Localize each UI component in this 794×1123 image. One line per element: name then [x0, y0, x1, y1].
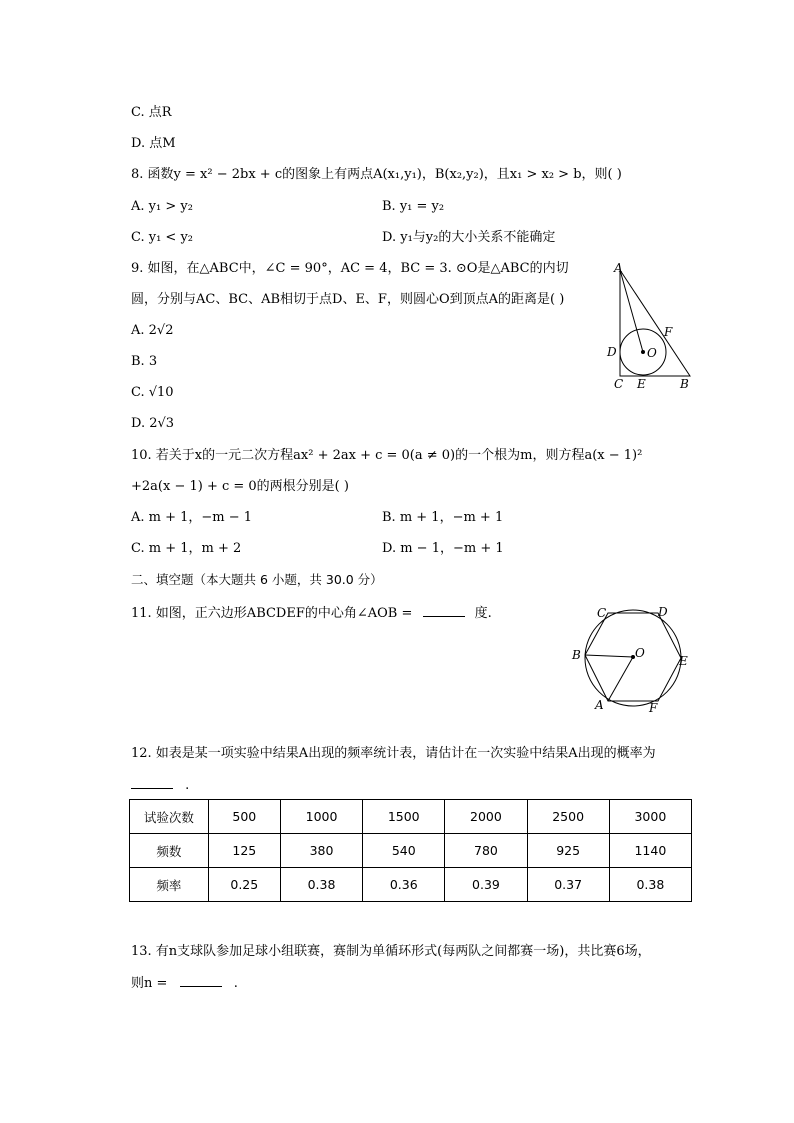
label-o: O: [635, 646, 645, 660]
table-row: [130, 834, 692, 868]
q10-stem-line1: 10. 若关于x的一元二次方程ax² + 2ax + c = 0(a ≠ 0)的一个根为m，则方程a(x − 1)²: [131, 448, 643, 463]
table-row: [130, 800, 692, 834]
label-d: D: [658, 605, 668, 619]
label-a: A: [595, 698, 604, 712]
table-cell: 380: [280, 834, 362, 868]
q11-stem-text: 11. 如图，正六边形ABCDEF的中心角∠AOB =: [131, 606, 413, 621]
q12-stem-end: .: [185, 778, 190, 793]
triangle-abc: [620, 270, 690, 376]
q9-triangle-figure: [600, 258, 700, 393]
radius-ob: [585, 655, 633, 657]
table-header-cell: 频率: [130, 868, 209, 902]
q13-stem-line2: [131, 974, 238, 993]
table-cell: 1000: [280, 800, 362, 834]
radius-oa: [608, 657, 633, 701]
label-e: E: [679, 654, 688, 668]
table-cell: 0.36: [363, 868, 445, 902]
table-cell: 0.38: [609, 868, 691, 902]
q9-option-b: B. 3: [131, 354, 158, 369]
q11-stem: [131, 604, 492, 623]
q7-option-d: D. 点M: [131, 136, 176, 151]
q9-option-a: A. 2√2: [131, 323, 174, 338]
q7-option-c: C. 点R: [131, 105, 172, 120]
q13-stem-end: .: [233, 976, 238, 991]
q10-stem-line2: +2a(x − 1) + c = 0的两根分别是( ): [131, 479, 349, 494]
table-cell: 2500: [527, 800, 609, 834]
q9-stem-line1: 9. 如图，在△ABC中，∠C = 90°，AC = 4，BC = 3. ⊙O是△ABC的内切: [131, 261, 569, 276]
q13-stem-text: 则n =: [131, 976, 168, 991]
section-heading: 二、填空题（本大题共 6 小题，共 30.0 分）: [131, 572, 383, 587]
answer-blank: [131, 776, 173, 789]
table-cell: 925: [527, 834, 609, 868]
q8-stem: 8. 函数y = x² − 2bx + c的图象上有两点A(x₁,y₁)，B(x₂,y₂)，且x₁ > x₂ > b，则( ): [131, 167, 622, 182]
q8-option-a: A. y₁ > y₂: [131, 199, 193, 214]
table-cell: 500: [208, 800, 280, 834]
label-c: C: [597, 606, 607, 620]
label-e: E: [637, 377, 646, 391]
q9-stem-line2: 圆，分别与AC、BC、AB相切于点D、E、F，则圆心O到顶点A的距离是( ): [131, 292, 565, 307]
label-f: F: [664, 325, 673, 339]
label-d: D: [607, 345, 617, 359]
table-header-cell: 频数: [130, 834, 209, 868]
q8-option-c: C. y₁ < y₂: [131, 230, 194, 245]
q8-option-b: B. y₁ = y₂: [382, 199, 445, 214]
q10-option-a: A. m + 1，−m − 1: [131, 510, 253, 525]
answer-blank: [423, 604, 465, 617]
q11-hexagon-figure: [565, 600, 695, 718]
table-cell: 2000: [445, 800, 527, 834]
q13-stem-line1: 13. 有n支球队参加足球小组联赛，赛制为单循环形式(每两队之间都赛一场)，共比赛6场，: [131, 944, 651, 959]
table-cell: 0.25: [208, 868, 280, 902]
center-dot: [641, 350, 645, 354]
table-cell: 1500: [363, 800, 445, 834]
label-a: A: [614, 261, 623, 275]
table-cell: 3000: [609, 800, 691, 834]
q12-answer-line: [131, 776, 189, 795]
table-cell: 540: [363, 834, 445, 868]
q8-option-d: D. y₁与y₂的大小关系不能确定: [382, 230, 556, 245]
q12-stem: 12. 如表是某一项实验中结果A出现的频率统计表，请估计在一次实验中结果A出现的概率为: [131, 746, 656, 761]
table-cell: 0.39: [445, 868, 527, 902]
table-row: [130, 868, 692, 902]
table-cell: 125: [208, 834, 280, 868]
label-b: B: [572, 648, 581, 662]
table-cell: 0.38: [280, 868, 362, 902]
q9-option-d: D. 2√3: [131, 416, 175, 431]
q10-option-d: D. m − 1，−m + 1: [382, 541, 504, 556]
table-cell: 1140: [609, 834, 691, 868]
q10-option-c: C. m + 1，m + 2: [131, 541, 242, 556]
frequency-table: [129, 799, 692, 902]
label-f: F: [649, 701, 658, 715]
q10-option-b: B. m + 1，−m + 1: [382, 510, 504, 525]
q11-stem-end: 度.: [474, 606, 492, 621]
answer-blank: [180, 974, 222, 987]
table-header-cell: 试验次数: [130, 800, 209, 834]
label-b: B: [680, 377, 689, 391]
q9-option-c: C. √10: [131, 385, 174, 400]
label-o: O: [647, 346, 657, 360]
table-cell: 0.37: [527, 868, 609, 902]
label-c: C: [614, 377, 624, 391]
table-cell: 780: [445, 834, 527, 868]
